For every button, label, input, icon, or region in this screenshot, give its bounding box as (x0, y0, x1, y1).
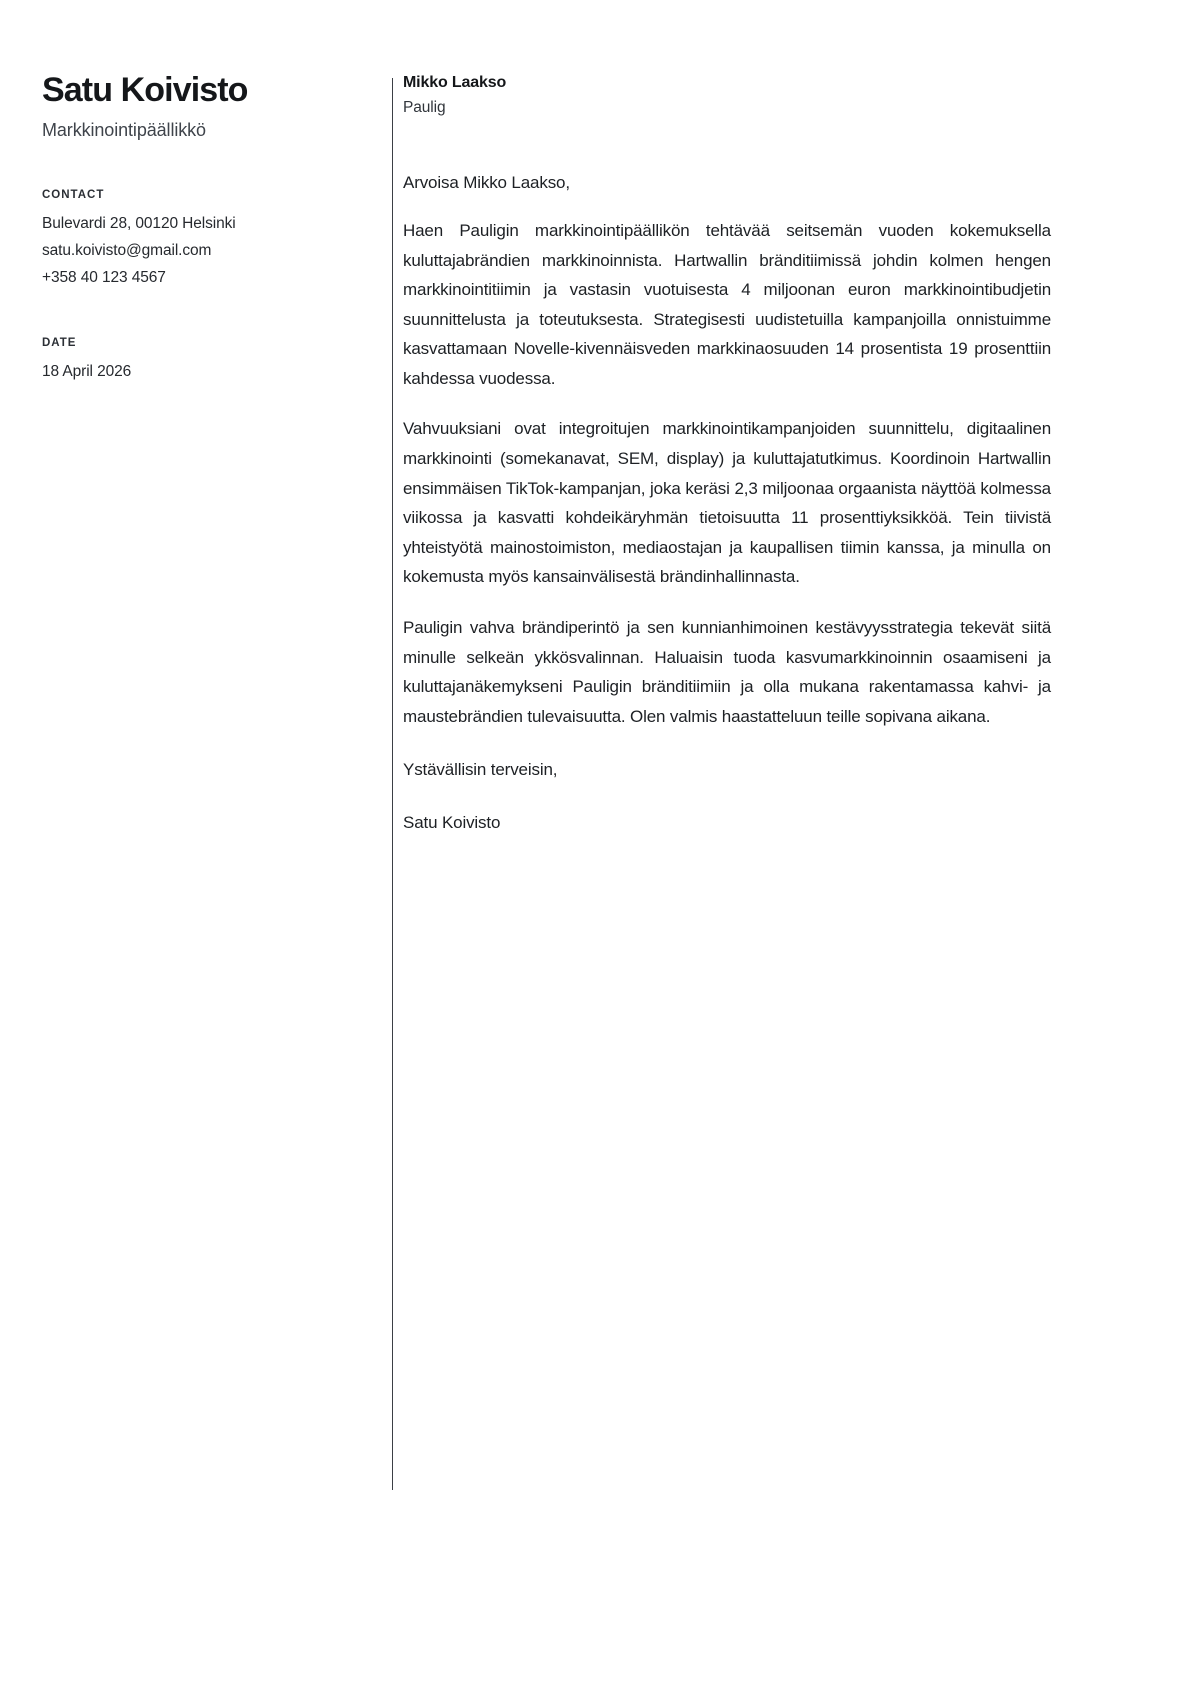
column-divider (392, 78, 393, 1490)
sender-sidebar (42, 70, 362, 386)
contact-phone: +358 40 123 4567 (42, 269, 166, 287)
date-block (42, 337, 362, 385)
letter-paragraph: Pauligin vahva brändiperintö ja sen kunnianhimoinen kestävyysstrategia tekevät siitä minulle selkeän ykkösvalinnan. Haluaisin tuoda kasvumarkkinoinnin osaamiseni ja kuluttajanäkemykseni Pauligin bränditiimiin ja olla mukana rakentamassa kahvi- ja maustebrändien tulevaisuutta. Olen valmis haastatteluun teille sopivana aikana. (403, 617, 1051, 726)
letter-paragraph: Haen Pauligin markkinointipäällikön tehtävää seitsemän vuoden kokemuksella kuluttajabrändien markkinoinnista. Hartwallin bränditiimissä johdin kolmen hengen markkinointitiimin ja vastasin vuotuisesta 4 miljoonan euron markkinointibudjetin suunnittelusta ja toteutuksesta. Strategisesti uudistetuilla kampanjoilla onnistuimme kasvattamaan Novelle-kivennäisveden markkinaosuuden 14 prosentista 19 prosenttiin kahdessa vuodessa. (403, 221, 1051, 388)
letter-signature: Satu Koivisto (403, 812, 501, 832)
recipient-name: Mikko Laakso (403, 74, 507, 91)
contact-email: satu.koivisto@gmail.com (42, 241, 212, 259)
contact-address: Bulevardi 28, 00120 Helsinki (42, 214, 236, 232)
recipient-organization: Paulig (403, 98, 446, 116)
date-value: 18 April 2026 (42, 363, 132, 381)
letter-paragraph: Vahvuuksiani ovat integroitujen markkinointikampanjoiden suunnittelu, digitaalinen markkinointi (somekanavat, SEM, display) ja kuluttajatutkimus. Koordinoin Hartwallin ensimmäisen TikTok-kampanjan, joka keräsi 2,3 miljoonaa orgaanista näyttöä kolmessa viikossa ja kasvatti kohdeikäryhmän tietoisuutta 11 prosenttiyksikköä. Tein tiivistä yhteistyötä mainostoimiston, mediaostajan ja kaupallisen tiimin kanssa, ja minulla on kokemusta myös kansainvälisestä brändinhallinnasta. (403, 419, 1051, 587)
sender-role: Markkinointipäällikkö (42, 120, 206, 141)
date-label: DATE (42, 337, 77, 350)
letter-salutation: Arvoisa Mikko Laakso, (403, 172, 570, 192)
contact-block (42, 189, 362, 292)
letter-body (403, 72, 1051, 835)
contact-label: CONTACT (42, 188, 105, 201)
letter-closing: Ystävällisin terveisin, (403, 760, 558, 780)
sender-name: Satu Koivisto (42, 71, 248, 109)
